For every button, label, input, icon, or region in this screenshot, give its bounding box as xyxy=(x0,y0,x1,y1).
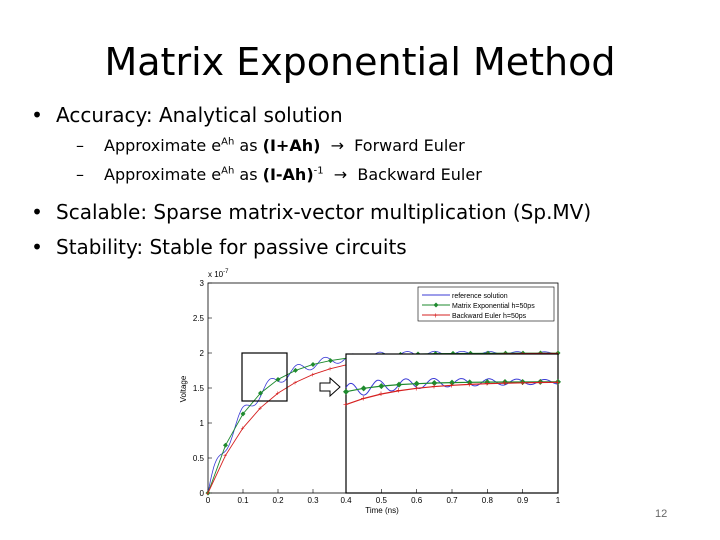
marker-backward: + xyxy=(223,452,228,460)
y-axis-label: Voltage xyxy=(179,375,188,403)
y-tick-label: 1 xyxy=(199,419,204,428)
inset-marker-backward: + xyxy=(484,378,490,389)
y-tick-label: 0.5 xyxy=(192,454,204,463)
inset-marker-backward: + xyxy=(343,399,349,410)
inset-marker-backward: + xyxy=(449,380,455,391)
bullet-scalable xyxy=(18,200,591,224)
arrow-icon: → xyxy=(333,165,348,184)
method-name: Backward Euler xyxy=(357,165,482,184)
marker-matrix xyxy=(293,368,298,373)
inset-x-tick-label: 1 xyxy=(555,496,561,505)
superscript: Ah xyxy=(221,165,235,177)
subbullet-backward-euler xyxy=(76,165,482,184)
y-tick-label: 0 xyxy=(199,489,204,498)
subbullet-text: Approximate e xyxy=(104,165,222,184)
subbullet-text: Approximate e xyxy=(104,136,222,155)
inset-marker-backward: + xyxy=(360,393,366,404)
marker-backward: + xyxy=(293,379,298,387)
inset-marker-backward: + xyxy=(466,379,472,390)
marker-backward: + xyxy=(240,425,245,433)
legend-label-reference: reference solution xyxy=(452,293,508,300)
method-name: Forward Euler xyxy=(354,136,465,155)
bullet-accuracy xyxy=(18,103,343,127)
subbullet-text: as xyxy=(234,165,263,184)
marker-matrix xyxy=(311,362,316,367)
inset-marker-backward: + xyxy=(502,378,508,389)
inset-frame xyxy=(346,354,561,493)
inset-marker-backward: + xyxy=(396,385,402,396)
inset-x-tick-label: 0.5 xyxy=(375,496,387,505)
inset-x-tick-label: 0.8 xyxy=(481,496,493,505)
superscript: Ah xyxy=(221,136,235,148)
legend-label-backward: Backward Euler h=50ps xyxy=(452,313,527,320)
bullet-dot-icon: • xyxy=(31,235,43,259)
bullet-text: Accuracy: Analytical solution xyxy=(56,103,343,127)
marker-backward: + xyxy=(328,366,333,374)
arrow-icon: → xyxy=(330,136,344,155)
zoom-arrow-icon xyxy=(320,378,340,396)
x-axis-label: Time (ns) xyxy=(365,506,399,515)
bullet-text: Stability: Stable for passive circuits xyxy=(56,235,407,259)
y-tick-label: 3 xyxy=(199,279,204,288)
axis-ticks xyxy=(193,279,319,505)
y-scale-label: x $10^{-7}$ xyxy=(208,269,229,279)
dash-icon: – xyxy=(76,136,84,155)
inset-x-tick-label: 0.7 xyxy=(446,496,458,505)
marker-backward: + xyxy=(310,371,315,379)
slide-title: Matrix Exponential Method xyxy=(104,40,616,84)
voltage-chart xyxy=(160,265,580,524)
x-tick-label: 0 xyxy=(205,496,211,505)
x-tick-label: 0.3 xyxy=(307,496,319,505)
inset-marker-backward: + xyxy=(413,383,419,394)
page-number: 12 xyxy=(655,508,668,520)
inset-marker-backward: + xyxy=(555,377,561,388)
inset-x-tick-label: 0.9 xyxy=(517,496,529,505)
y-tick-label: 2.5 xyxy=(192,314,204,323)
bullet-stability xyxy=(18,235,407,259)
inset-marker-backward: + xyxy=(519,377,525,388)
x-tick-label: 0.1 xyxy=(237,496,249,505)
y-tick-label: 2 xyxy=(199,349,204,358)
inset-marker-backward: + xyxy=(431,381,437,392)
marker-backward: + xyxy=(205,490,210,498)
bullet-dot-icon: • xyxy=(31,103,43,127)
zoom-box xyxy=(242,353,287,401)
inset-x-tick-label: 0.4 xyxy=(340,496,352,505)
dash-icon: – xyxy=(76,165,84,184)
x-tick-label: 0.2 xyxy=(272,496,284,505)
marker-matrix xyxy=(328,358,333,363)
chart-svg xyxy=(160,265,580,520)
legend-label-matrix: Matrix Exponential h=50ps xyxy=(452,303,535,310)
inset-x-tick-label: 0.6 xyxy=(411,496,423,505)
inset-marker-backward: + xyxy=(378,389,384,400)
bullet-text: Scalable: Sparse matrix-vector multiplication (Sp.MV) xyxy=(56,200,592,224)
inset-marker-backward: + xyxy=(537,377,543,388)
formula: (I+Ah) xyxy=(262,136,321,155)
subbullet-text: as xyxy=(234,136,263,155)
y-tick-label: 1.5 xyxy=(192,384,204,393)
legend-marker-backward: + xyxy=(433,311,438,320)
formula: (I-Ah) xyxy=(262,165,314,184)
subbullet-forward-euler xyxy=(76,136,465,155)
bullet-dot-icon: • xyxy=(31,200,43,224)
legend xyxy=(418,287,554,321)
marker-backward: + xyxy=(258,405,263,413)
superscript: -1 xyxy=(313,165,324,177)
marker-backward: + xyxy=(275,390,280,398)
marker-matrix xyxy=(223,443,228,448)
